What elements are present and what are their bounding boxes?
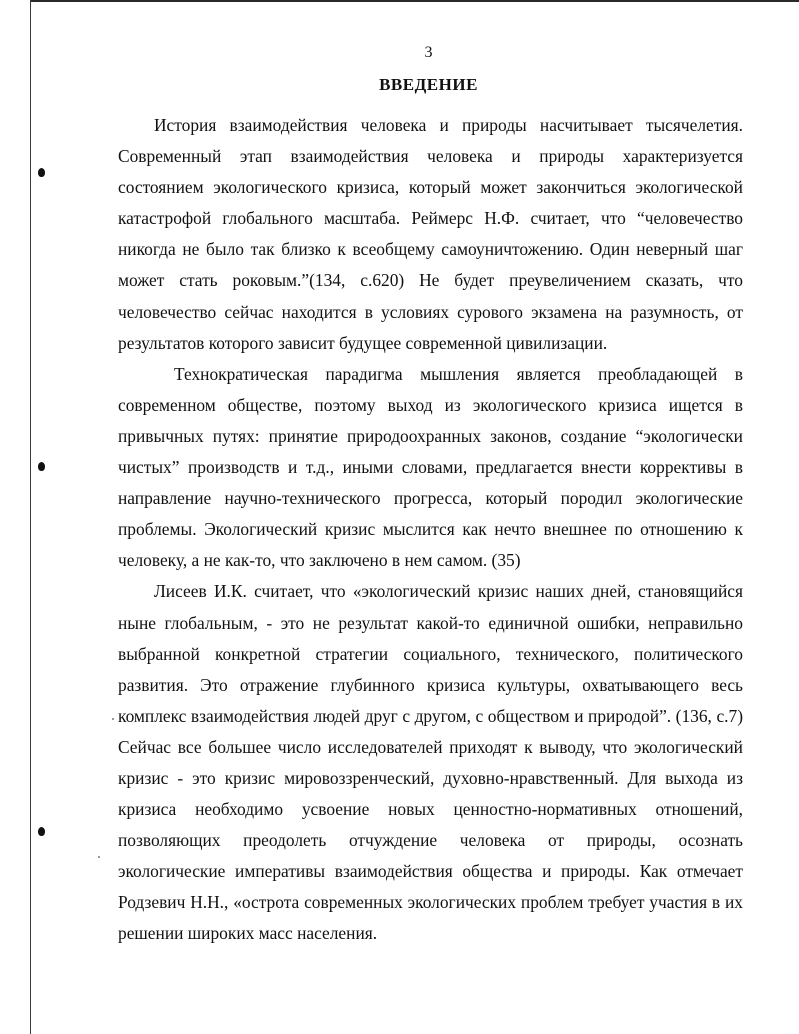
scan-border-top [30,0,799,2]
page-heading: ВВЕДЕНИЕ [379,75,478,94]
scan-border-left [30,0,31,1034]
scan-speck [112,718,114,720]
scan-speck [98,856,100,858]
page-number: 3 [424,44,433,61]
body-text [118,110,743,950]
binding-hole-mark [38,827,45,836]
binding-hole-mark [38,168,45,177]
binding-hole-mark [38,462,45,471]
paragraph-1: История взаимодействия человека и природы насчитывает тысячелетия. Современный этап взаимодействия человека и природы характеризуется состоянием экологического кризиса, который может закончиться экологической катастрофой глобального масштаба. Реймерс Н.Ф. считает, что “человечество никогда не было так близко к всеобщему самоуничтожению. Один неверный шаг может стать роковым.”(134, с.620) Не будет преувеличением сказать, что человечество сейчас находится в условиях сурового экзамена на разумность, от результатов которого зависит будущее современной цивилизации. [118,115,743,353]
paragraph-2: Технократическая парадигма мышления является преобладающей в современном обществе, поэтому выход из экологического кризиса ищется в привычных путях: принятие природоохранных законов, создание “экологически чистых” производств и т.д., иными словами, предлагается внести коррективы в направление научно-технического прогресса, который породил экологические проблемы. Экологический кризис мыслится как нечто внешнее по отношению к человеку, а не как-то, что заключено в нем самом. (35) [118,363,743,571]
paragraph-3: Лисеев И.К. считает, что «экологический кризис наших дней, становящийся ныне глобальным, - это не результат какой-то единичной ошибки, неправильно выбранной конкретной стратегии социального, технического, политического развития. Это отражение глубинного кризиса культуры, охватывающего весь комплекс взаимодействия людей друг с другом, с обществом и природой”. (136, с.7) Сейчас все большее число исследователей приходят к выводу, что экологический кризис - это кризис мировоззренческий, духовно-нравственный. Для выхода из кризиса необходимо усвоение новых ценностно-нормативных отношений, позволяющих преодолеть отчуждение человека от природы, осознать экологические императивы взаимодействия общества и природы. Как отмечает Родзевич Н.Н., «острота современных экологических проблем требует участия в их решении широких масс населения. [118,581,743,944]
